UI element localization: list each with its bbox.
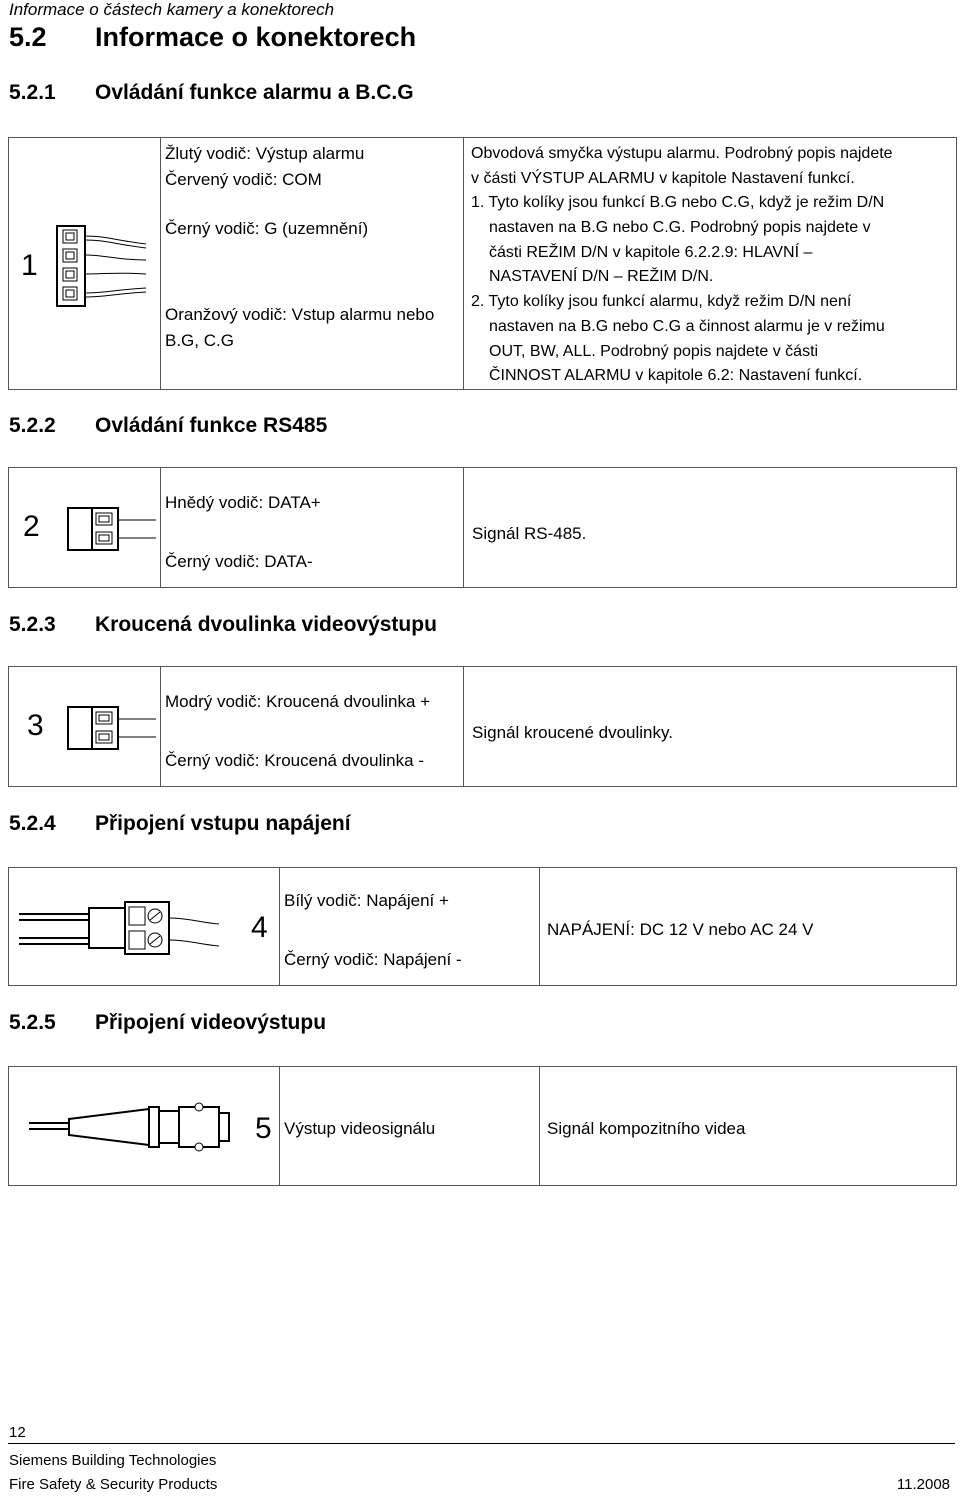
wire-label: Černý vodič: Kroucená dvoulinka - bbox=[165, 751, 424, 770]
heading-title: Ovládání funkce alarmu a B.C.G bbox=[95, 81, 414, 104]
wire-label: Černý vodič: Napájení - bbox=[284, 950, 462, 969]
description-line: ČINNOST ALARMU v kapitole 6.2: Nastavení funkcí. bbox=[489, 367, 863, 385]
connector-table-power bbox=[8, 867, 957, 986]
footer-date: 11.2008 bbox=[896, 1476, 950, 1493]
subsection-heading-alarm bbox=[9, 81, 414, 105]
heading-title: Kroucená dvoulinka videovýstupu bbox=[95, 613, 437, 636]
wire-label: Černý vodič: DATA- bbox=[165, 552, 313, 571]
wire-label: Bílý vodič: Napájení + bbox=[284, 891, 449, 910]
footer-divider bbox=[8, 1443, 955, 1444]
description-line: nastaven na B.G nebo C.G. Podrobný popis najdete v bbox=[489, 219, 871, 237]
description-line: OUT, BW, ALL. Podrobný popis najdete v části bbox=[489, 342, 819, 360]
heading-number: 5.2.5 bbox=[9, 1011, 56, 1034]
subsection-heading-power bbox=[9, 812, 351, 836]
connector-index: 5 bbox=[255, 1112, 272, 1145]
page-number: 12 bbox=[9, 1424, 26, 1441]
description-line: 1. Tyto kolíky jsou funkcí B.G nebo C.G, když je režim D/N bbox=[471, 194, 885, 212]
heading-number: 5.2.2 bbox=[9, 414, 56, 437]
subsection-heading-twisted-pair bbox=[9, 613, 437, 637]
twisted-pair-connector-diagram bbox=[64, 703, 156, 753]
signal-description: Signál kompozitního videa bbox=[547, 1119, 746, 1138]
connector-table-alarm bbox=[8, 137, 957, 390]
heading-title: Připojení videovýstupu bbox=[95, 1011, 327, 1034]
wire-label: Černý vodič: G (uzemnění) bbox=[165, 219, 369, 238]
connector-index: 1 bbox=[21, 249, 38, 282]
connector-table-twisted-pair bbox=[8, 666, 957, 787]
wire-label: Červený vodič: COM bbox=[165, 170, 322, 189]
alarm-connector-diagram bbox=[51, 220, 151, 310]
wire-label: Hnědý vodič: DATA+ bbox=[165, 493, 321, 512]
wire-label: Žlutý vodič: Výstup alarmu bbox=[165, 144, 365, 163]
power-connector-diagram bbox=[19, 896, 219, 960]
subsection-heading-rs485 bbox=[9, 414, 327, 438]
signal-description: Signál kroucené dvoulinky. bbox=[472, 723, 673, 742]
description-line: v části VÝSTUP ALARMU v kapitole Nastavení funkcí. bbox=[471, 169, 855, 187]
description-line: Obvodová smyčka výstupu alarmu. Podrobný popis najdete bbox=[471, 145, 893, 162]
wire-label: Výstup videosignálu bbox=[284, 1119, 436, 1138]
subsection-heading-video bbox=[9, 1011, 326, 1035]
connector-index: 2 bbox=[23, 510, 40, 543]
signal-description: NAPÁJENÍ: DC 12 V nebo AC 24 V bbox=[547, 920, 814, 939]
wire-label: Modrý vodič: Kroucená dvoulinka + bbox=[165, 692, 431, 711]
wire-label: B.G, C.G bbox=[165, 331, 234, 350]
connector-table-rs485 bbox=[8, 467, 957, 588]
description-line: nastaven na B.G nebo C.G a činnost alarmu je v režimu bbox=[489, 317, 885, 335]
bnc-connector-diagram bbox=[29, 1097, 244, 1157]
footer-division: Fire Safety & Security Products bbox=[9, 1476, 218, 1493]
heading-number: 5.2.1 bbox=[9, 81, 56, 104]
heading-number: 5.2.3 bbox=[9, 613, 56, 636]
heading-title: Připojení vstupu napájení bbox=[95, 812, 351, 835]
description-line: NASTAVENÍ D/N – REŽIM D/N. bbox=[489, 268, 714, 286]
connector-index: 3 bbox=[27, 709, 44, 742]
heading-number: 5.2.4 bbox=[9, 812, 56, 835]
description-line: 2. Tyto kolíky jsou funkcí alarmu, když režim D/N není bbox=[471, 293, 852, 311]
signal-description: Signál RS-485. bbox=[472, 524, 587, 543]
footer-company: Siemens Building Technologies bbox=[9, 1452, 217, 1469]
section-title-text: Informace o konektorech bbox=[95, 22, 417, 52]
rs485-connector-diagram bbox=[64, 504, 156, 554]
heading-title: Ovládání funkce RS485 bbox=[95, 414, 328, 437]
alarm-description bbox=[471, 142, 951, 389]
connector-table-video bbox=[8, 1066, 957, 1186]
wire-label: Oranžový vodič: Vstup alarmu nebo bbox=[165, 305, 435, 324]
connector-index: 4 bbox=[251, 911, 268, 944]
running-header: Informace o částech kamery a konektorech bbox=[9, 0, 335, 19]
description-line: části REŽIM D/N v kapitole 6.2.2.9: HLAVNÍ – bbox=[489, 243, 813, 261]
section-number: 5.2 bbox=[9, 22, 47, 52]
section-title bbox=[9, 22, 416, 53]
